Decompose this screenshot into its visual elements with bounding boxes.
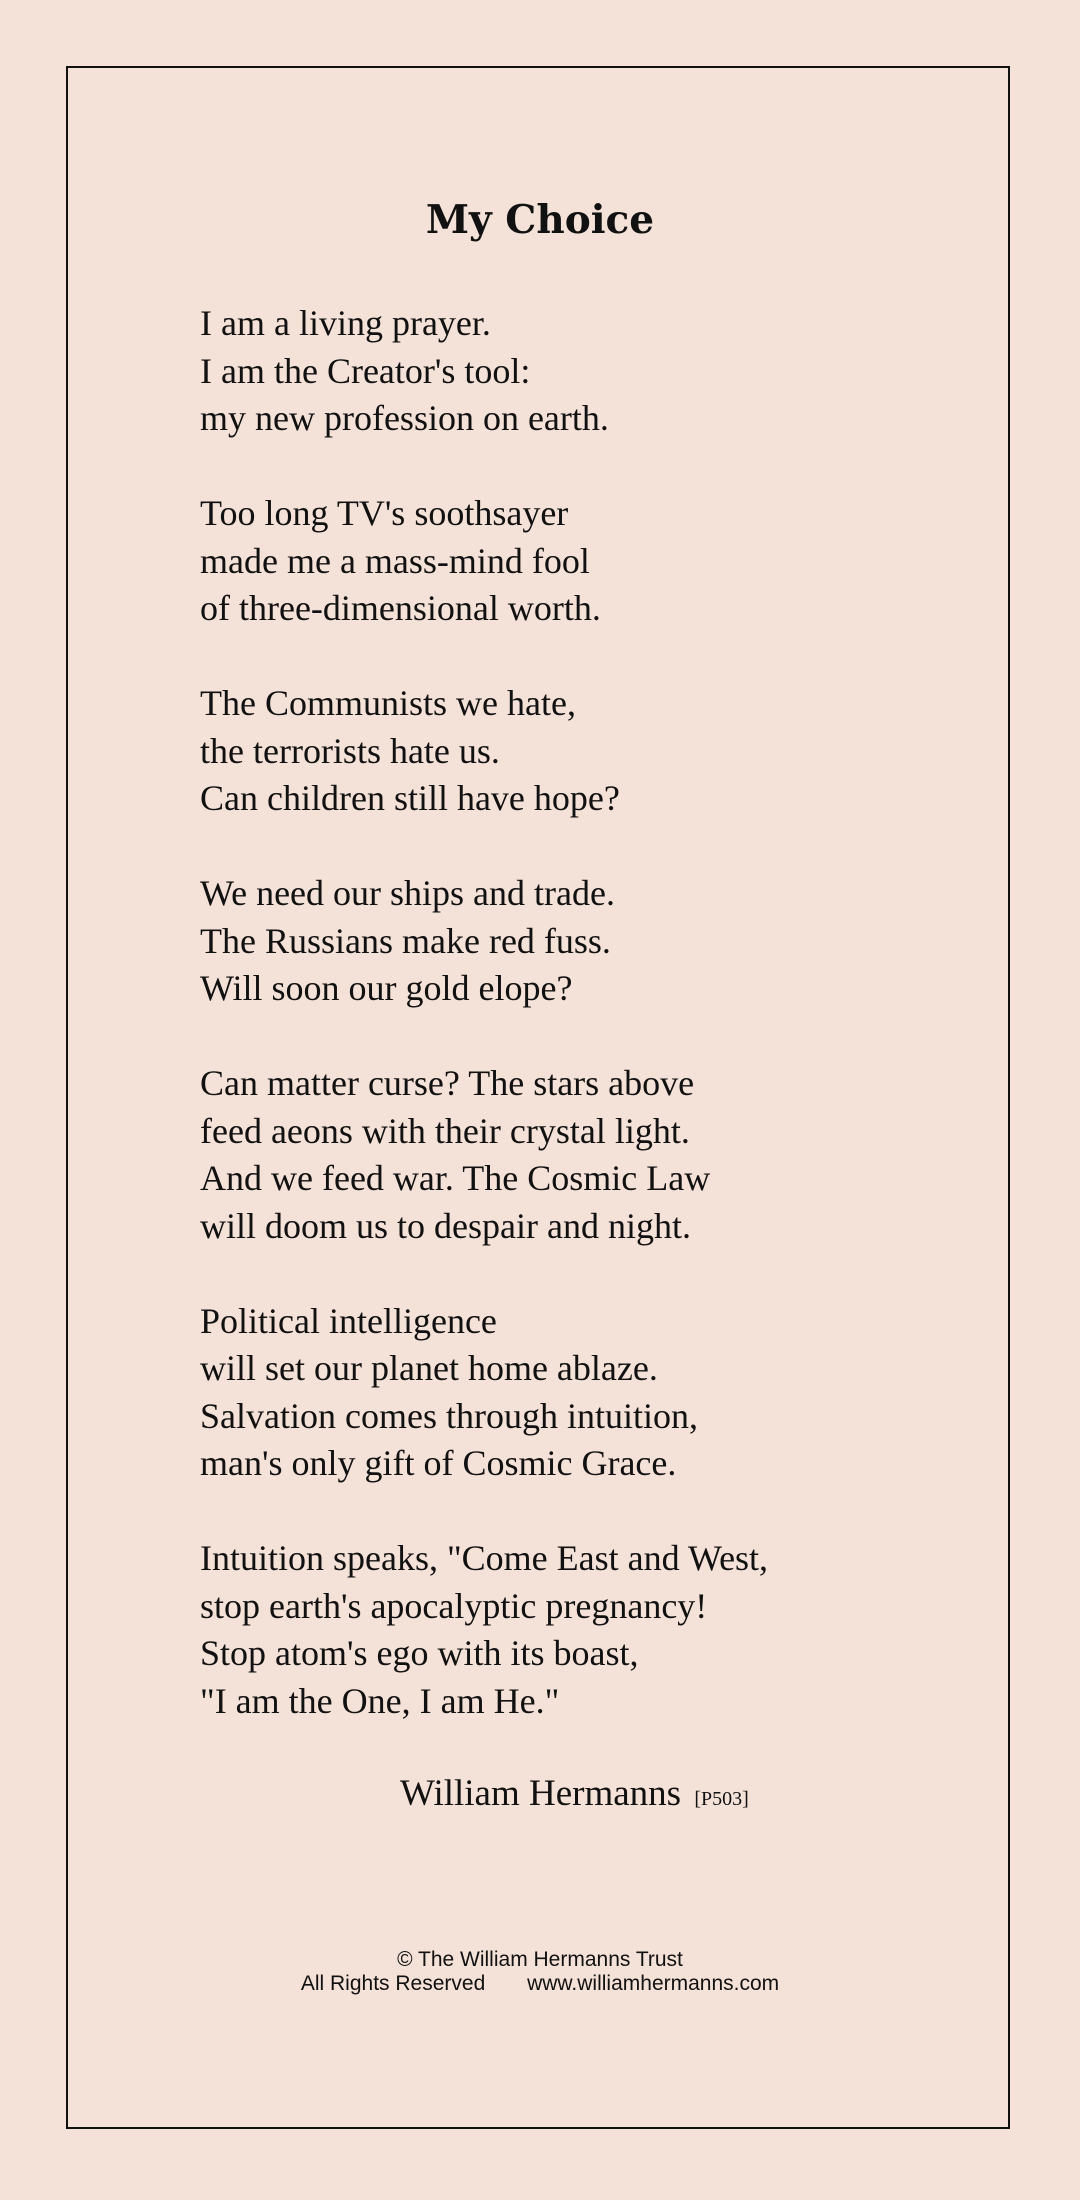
stanza-4: [200, 870, 768, 1013]
poem-line: Will soon our gold elope?: [200, 968, 573, 1008]
poem-code: [P503]: [694, 1788, 749, 1810]
poem-line: Intuition speaks, "Come East and West,: [200, 1538, 769, 1578]
poem-line: my new profession on earth.: [200, 398, 609, 438]
poem-line: And we feed war. The Cosmic Law: [200, 1158, 711, 1198]
poem-line: I am the Creator's tool:: [200, 350, 531, 391]
poem-body: [200, 300, 768, 1773]
footer: [0, 1948, 1080, 1996]
poem-line: the terrorists hate us.: [200, 730, 500, 771]
poem-line: Salvation comes through intuition,: [200, 1395, 698, 1436]
poem-line: will set our planet home ablaze.: [200, 1348, 658, 1388]
stanza-7: [200, 1535, 768, 1725]
author-signature: [400, 1772, 749, 1815]
poem-line: Too long TV's soothsayer: [200, 493, 569, 533]
author-name: William Hermanns: [400, 1773, 682, 1814]
rights-notice: All Rights Reserved: [300, 1972, 486, 1995]
footer-row: [0, 1972, 1080, 1996]
poem-line: Stop atom's ego with its boast,: [200, 1633, 639, 1673]
poem-line: will doom us to despair and night.: [200, 1205, 691, 1246]
copyright-notice: © The William Hermanns Trust: [397, 1948, 683, 1971]
poem-line: I am a living prayer.: [200, 303, 491, 343]
poem-line: Can matter curse? The stars above: [200, 1063, 695, 1103]
stanza-5: [200, 1060, 768, 1250]
poem-line: of three-dimensional worth.: [200, 588, 601, 628]
poem-line: stop earth's apocalyptic pregnancy!: [200, 1585, 708, 1626]
stanza-1: [200, 300, 768, 443]
poem-line: feed aeons with their crystal light.: [200, 1110, 690, 1151]
stanza-2: [200, 490, 768, 633]
poem-line: "I am the One, I am He.": [200, 1680, 560, 1721]
poem-line: Political intelligence: [200, 1300, 497, 1341]
poem-line: made me a mass-mind fool: [200, 540, 590, 581]
stanza-3: [200, 680, 768, 823]
poem-line: The Russians make red fuss.: [200, 920, 611, 961]
poem-line: Can children still have hope?: [200, 778, 620, 818]
poem-line: We need our ships and trade.: [200, 873, 615, 913]
poem-line: The Communists we hate,: [200, 683, 576, 723]
poem-line: man's only gift of Cosmic Grace.: [200, 1443, 677, 1483]
stanza-6: [200, 1298, 768, 1488]
website-link[interactable]: www.williamhermanns.com: [527, 1972, 780, 1995]
poem-title: My Choice: [425, 197, 655, 243]
